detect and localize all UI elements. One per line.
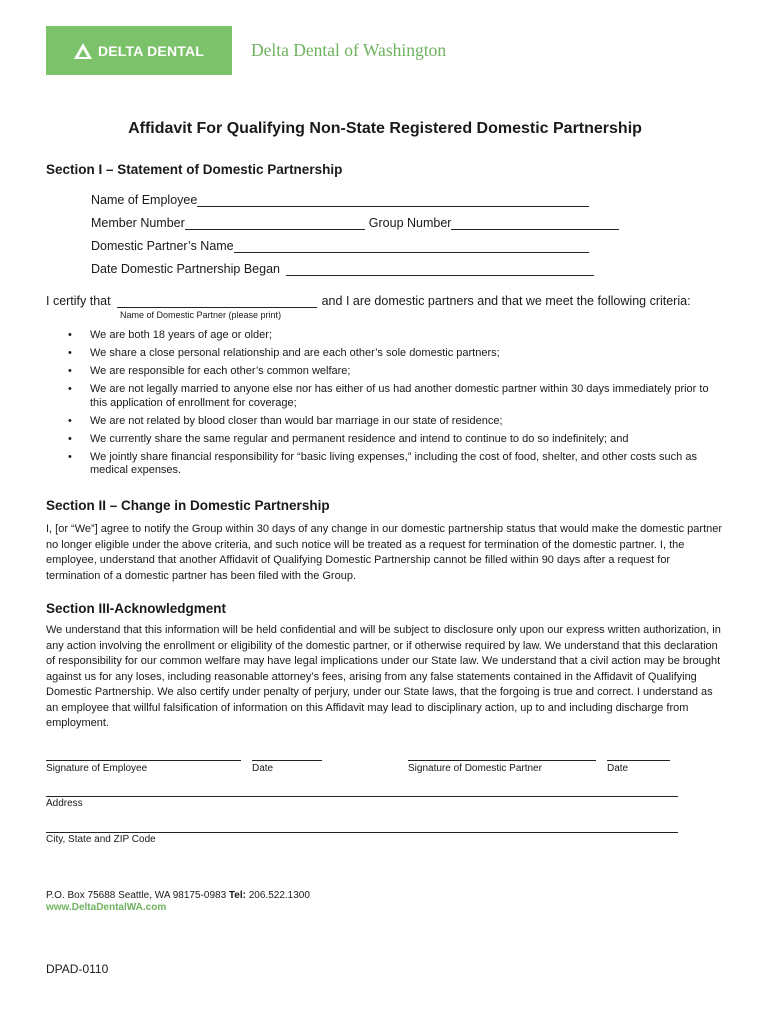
- po-box: P.O. Box 75688 Seattle, WA 98175-0983: [46, 890, 227, 901]
- member-group-row: [91, 216, 619, 230]
- tel-label: Tel:: [228, 890, 246, 901]
- date-began-row: [91, 262, 594, 276]
- employee-name-field[interactable]: [197, 193, 589, 207]
- certify-prefix: I certify that: [46, 294, 111, 308]
- partner-signature-label: Signature of Domestic Partner: [408, 763, 542, 774]
- criteria-list: [62, 329, 727, 482]
- member-number-label: Member Number: [91, 216, 185, 230]
- city-label: City, State and ZIP Code: [46, 834, 156, 845]
- list-item: • We are responsible for each other’s common welfare;: [62, 365, 727, 379]
- certify-partner-field[interactable]: [117, 294, 317, 308]
- employee-name-row: [91, 193, 589, 207]
- section-2-body: I, [or “We”] agree to notify the Group within 30 days of any change in our domestic partnership status that would make the domestic partner no longer eligible under the above criteria, and such notice will be treated as a request for termination of the domestic partner. I, the employee, understand that another Affidavit of Qualifying Domestic Partnership cannot be filled within 90 days after a request for termination of a domestic partner has been filed with the Group.: [46, 523, 723, 582]
- section-1-heading: Section I – Statement of Domestic Partnership: [46, 162, 343, 177]
- section-3-body: We understand that this information will be held confidential and will be subject to disclosure only upon our express written authorization, in any action involving the enrollment or eligibility of the domestic partner, or if otherwise required by law. We understand that this declaration of responsibility for our common welfare may have legal implications under our State law. We understand that a civil action may be brought against us for any loses, including reasonable attorney’s fees, arising from any false statements contained in the Affidavit of Qualifying Domestic Partnership. We also certify under penalty of perjury, under our State laws, that the forgoing is true and correct. I understand as an employee that willful falsification of information on this Affidavit may lead to disciplinary action, up to and including discharge from employment.: [46, 624, 721, 729]
- delta-triangle-icon: [74, 43, 92, 59]
- form-code: DPAD-0110: [46, 962, 109, 976]
- address-label: Address: [46, 798, 83, 809]
- date-began-field[interactable]: [286, 262, 594, 276]
- group-number-label: Group Number: [368, 216, 452, 230]
- member-number-field[interactable]: [185, 216, 365, 230]
- certify-suffix: and I are domestic partners and that we meet the following criteria:: [321, 294, 691, 308]
- partner-date-label: Date: [607, 763, 629, 774]
- partner-name-row: [91, 239, 589, 253]
- list-item: • We share a close personal relationship and are each other’s sole domestic partners;: [62, 347, 727, 361]
- list-item: • We currently share the same regular and permanent residence and intend to continue to do so indefinitely; and: [62, 433, 727, 447]
- partner-name-field[interactable]: [234, 239, 589, 253]
- page-title: Affidavit For Qualifying Non-State Registered Domestic Partnership: [128, 120, 642, 137]
- certify-row: [46, 294, 726, 308]
- list-item: • We are not related by blood closer than would bar marriage in our state of residence;: [62, 415, 727, 429]
- section-2-heading: Section II – Change in Domestic Partnership: [46, 498, 330, 513]
- certify-note: Name of Domestic Partner (please print): [120, 310, 282, 320]
- list-item: • We are both 18 years of age or older;: [62, 329, 727, 343]
- employee-signature-line[interactable]: [46, 760, 241, 761]
- address-line[interactable]: [46, 796, 678, 797]
- partner-signature-line[interactable]: [408, 760, 596, 761]
- group-number-field[interactable]: [451, 216, 619, 230]
- tel-value: 206.522.1300: [248, 890, 310, 901]
- website-link[interactable]: www.DeltaDentalWA.com: [46, 902, 167, 913]
- company-name: Delta Dental of Washington: [251, 40, 447, 60]
- employee-name-label: Name of Employee: [91, 193, 198, 207]
- list-item: • We are not legally married to anyone else nor has either of us had another domestic partner within 30 days immediately prior to this application of enrollment for coverage;: [62, 383, 727, 410]
- employee-date-label: Date: [252, 763, 274, 774]
- employee-date-line[interactable]: [252, 760, 322, 761]
- date-began-label: Date Domestic Partnership Began: [91, 262, 280, 276]
- section-3-heading: Section III-Acknowledgment: [46, 601, 227, 616]
- logo-text: DELTA DENTAL: [97, 42, 205, 59]
- city-line[interactable]: [46, 832, 678, 833]
- footer-address: [46, 890, 310, 901]
- employee-signature-label: Signature of Employee: [46, 763, 148, 774]
- partner-date-line[interactable]: [607, 760, 670, 761]
- partner-name-label: Domestic Partner’s Name: [91, 239, 234, 253]
- list-item: • We jointly share financial responsibility for “basic living expenses,” including the cost of food, shelter, and other costs such as medical expenses.: [62, 451, 727, 478]
- delta-dental-logo: [46, 26, 232, 75]
